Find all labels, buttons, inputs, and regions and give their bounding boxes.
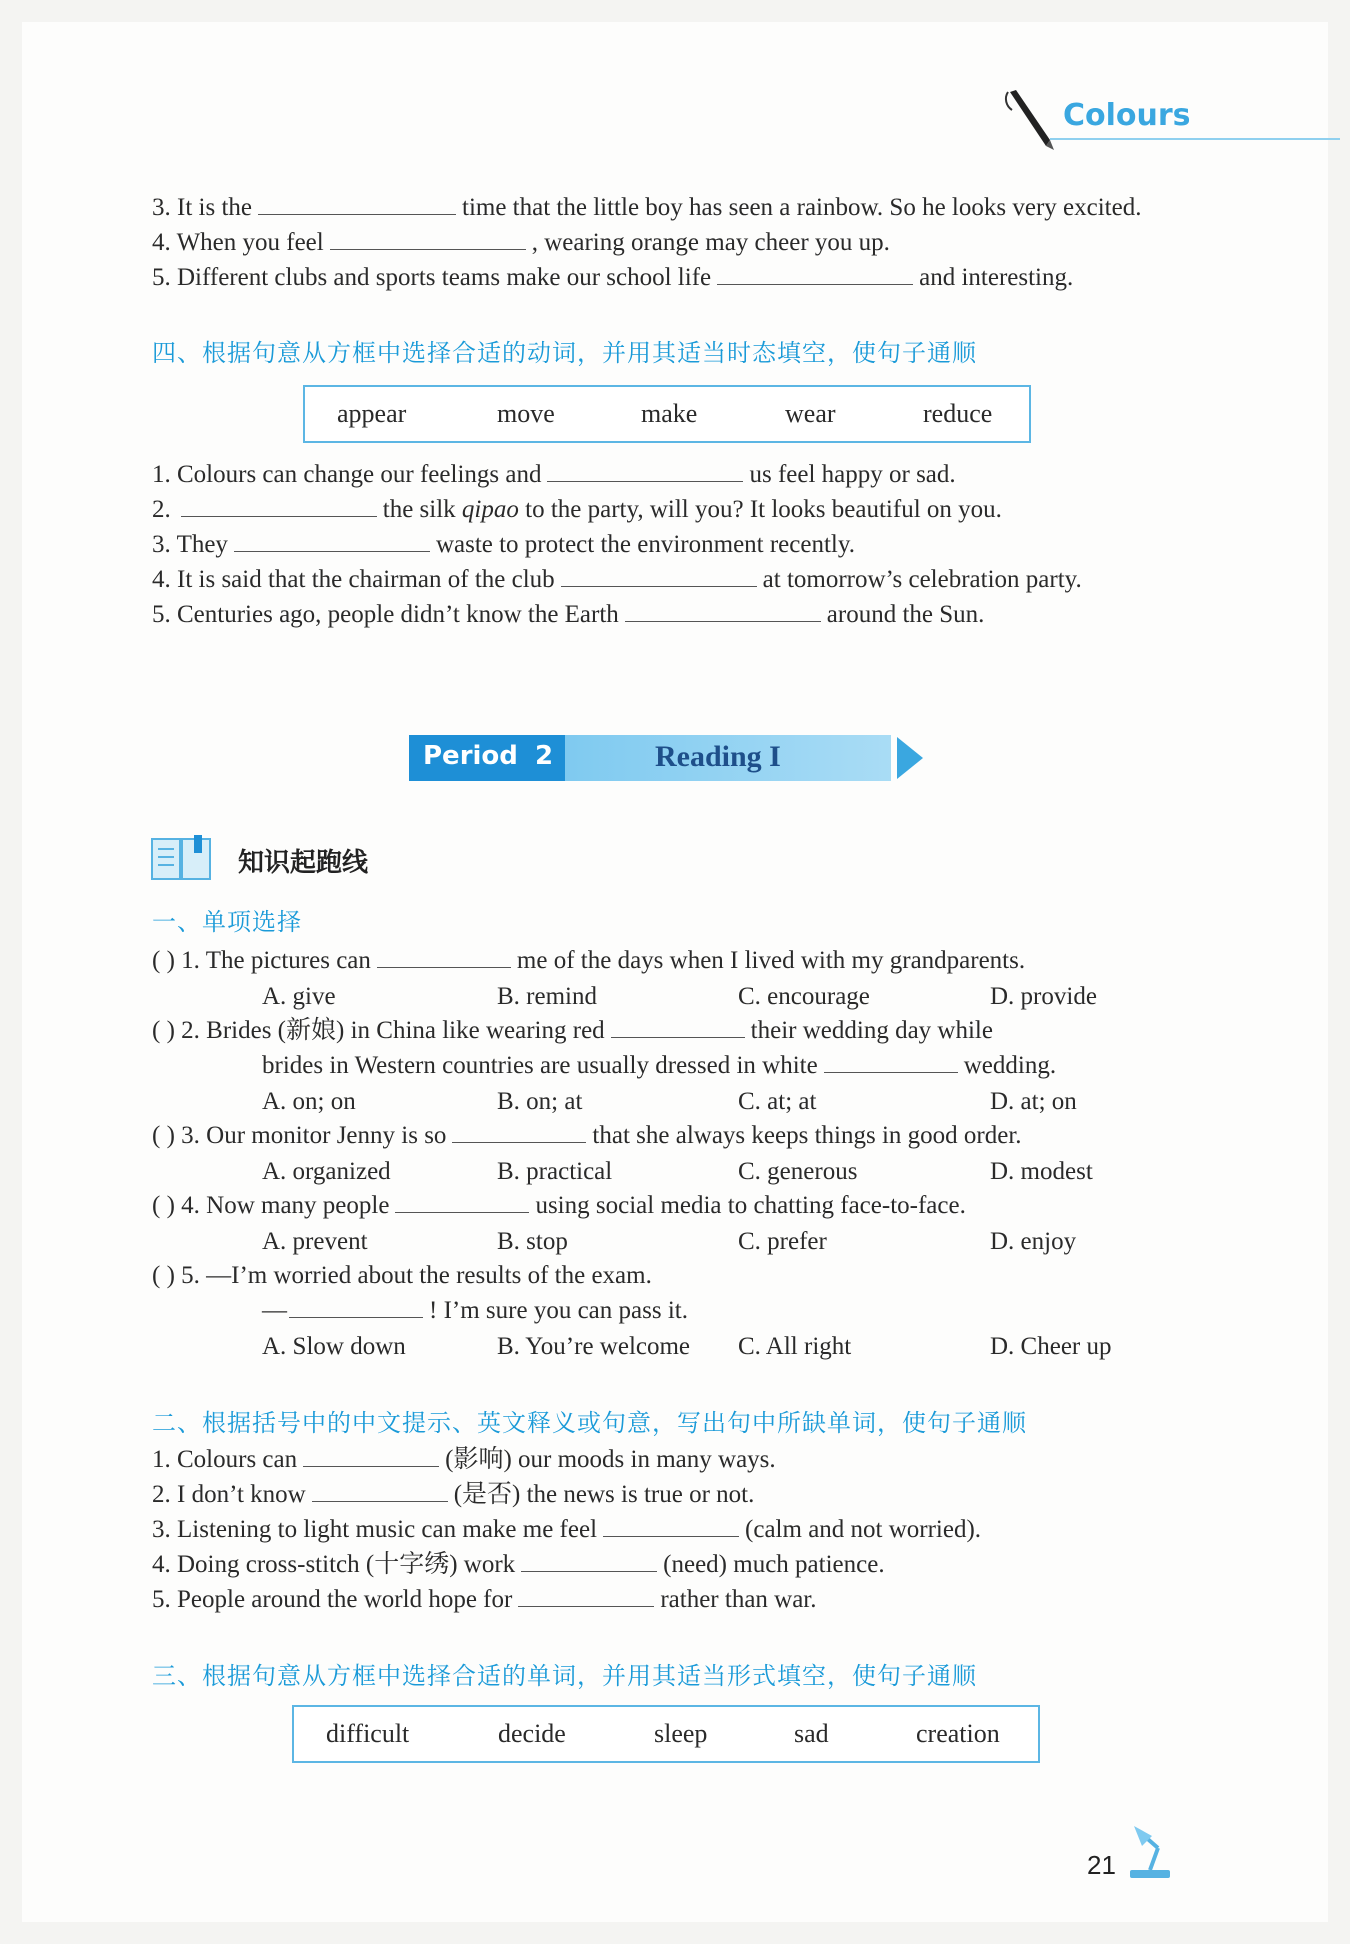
- option[interactable]: B. on; at: [497, 1088, 583, 1115]
- option[interactable]: B. stop: [497, 1228, 568, 1255]
- option[interactable]: C. prefer: [738, 1228, 827, 1255]
- word: difficult: [326, 1719, 410, 1748]
- period-title-box: Reading I: [565, 735, 891, 781]
- list-item: 3. They waste to protect the environment recently.: [152, 531, 855, 558]
- word: sad: [794, 1719, 829, 1748]
- word: creation: [916, 1719, 1000, 1748]
- option[interactable]: A. prevent: [262, 1228, 368, 1255]
- question-line: ( ) 1. The pictures can me of the days when I lived with my grandparents.: [152, 947, 1026, 974]
- section-heading: 二、根据括号中的中文提示、英文释义或句意，写出句中所缺单词，使句子通顺: [152, 1409, 1027, 1437]
- option[interactable]: A. give: [262, 983, 336, 1010]
- list-item: 2. I don’t know (是否) the news is true or not.: [152, 1481, 755, 1508]
- arrow-right-icon: [893, 735, 927, 781]
- list-item: 5. People around the world hope for rather than war.: [152, 1586, 817, 1613]
- option[interactable]: D. enjoy: [990, 1228, 1077, 1255]
- option[interactable]: A. organized: [262, 1158, 391, 1185]
- knowledge-title: 知识起跑线: [238, 848, 369, 878]
- option[interactable]: D. modest: [990, 1158, 1093, 1185]
- lamp-icon: [1122, 1822, 1182, 1882]
- word-box: [292, 1705, 1040, 1763]
- list-item: 1. Colours can change our feelings and us feel happy or sad.: [152, 461, 956, 488]
- word: make: [641, 399, 698, 428]
- option[interactable]: B. remind: [497, 983, 597, 1010]
- option[interactable]: C. encourage: [738, 983, 870, 1010]
- question-line: ( ) 3. Our monitor Jenny is so that she always keeps things in good order.: [152, 1122, 1022, 1149]
- option[interactable]: C. at; at: [738, 1088, 817, 1115]
- question-line: — ! I’m sure you can pass it.: [262, 1297, 688, 1324]
- list-item: 2. the silk qipao to the party, will you? It looks beautiful on you.: [152, 496, 1002, 523]
- page-number: 21: [1087, 1850, 1116, 1880]
- word: move: [497, 399, 555, 428]
- section-heading: 四、根据句意从方框中选择合适的动词，并用其适当时态填空，使句子通顺: [152, 339, 977, 367]
- book-icon: [150, 833, 220, 885]
- word: sleep: [654, 1719, 708, 1748]
- option[interactable]: A. Slow down: [262, 1333, 406, 1360]
- list-item: 3. It is the time that the little boy has seen a rainbow. So he looks very excited.: [152, 194, 1142, 221]
- option[interactable]: D. at; on: [990, 1088, 1077, 1115]
- option[interactable]: C. All right: [738, 1333, 852, 1360]
- pen-icon: [1002, 88, 1058, 154]
- header-rule: [1050, 138, 1340, 140]
- word: reduce: [923, 399, 993, 428]
- list-item: 4. Doing cross-stitch (十字绣) work (need) much patience.: [152, 1551, 885, 1578]
- word-box: [303, 385, 1031, 443]
- header-title: Colours: [1063, 98, 1191, 133]
- question-line: ( ) 2. Brides (新娘) in China like wearing red their wedding day while: [152, 1017, 993, 1044]
- period-label-box: Period 2: [409, 735, 565, 781]
- section-heading: 一、单项选择: [152, 908, 302, 936]
- list-item: 4. It is said that the chairman of the club at tomorrow’s celebration party.: [152, 566, 1082, 593]
- question-line: brides in Western countries are usually dressed in white wedding.: [262, 1052, 1057, 1079]
- word: wear: [785, 399, 836, 428]
- section-heading: 三、根据句意从方框中选择合适的单词，并用其适当形式填空，使句子通顺: [152, 1662, 977, 1690]
- option[interactable]: B. You’re welcome: [497, 1333, 691, 1360]
- word: appear: [337, 399, 407, 428]
- option[interactable]: D. Cheer up: [990, 1333, 1112, 1360]
- option[interactable]: D. provide: [990, 983, 1097, 1010]
- list-item: 1. Colours can (影响) our moods in many ways.: [152, 1446, 776, 1473]
- option[interactable]: A. on; on: [262, 1088, 356, 1115]
- option[interactable]: C. generous: [738, 1158, 858, 1185]
- question-line: ( ) 4. Now many people using social media to chatting face-to-face.: [152, 1192, 966, 1219]
- question-line: ( ) 5. —I’m worried about the results of the exam.: [152, 1262, 652, 1289]
- list-item: 5. Different clubs and sports teams make our school life and interesting.: [152, 264, 1074, 291]
- list-item: 4. When you feel , wearing orange may cheer you up.: [152, 229, 890, 256]
- list-item: 5. Centuries ago, people didn’t know the Earth around the Sun.: [152, 601, 985, 628]
- word: decide: [498, 1719, 566, 1748]
- option[interactable]: B. practical: [497, 1158, 613, 1185]
- list-item: 3. Listening to light music can make me feel (calm and not worried).: [152, 1516, 982, 1543]
